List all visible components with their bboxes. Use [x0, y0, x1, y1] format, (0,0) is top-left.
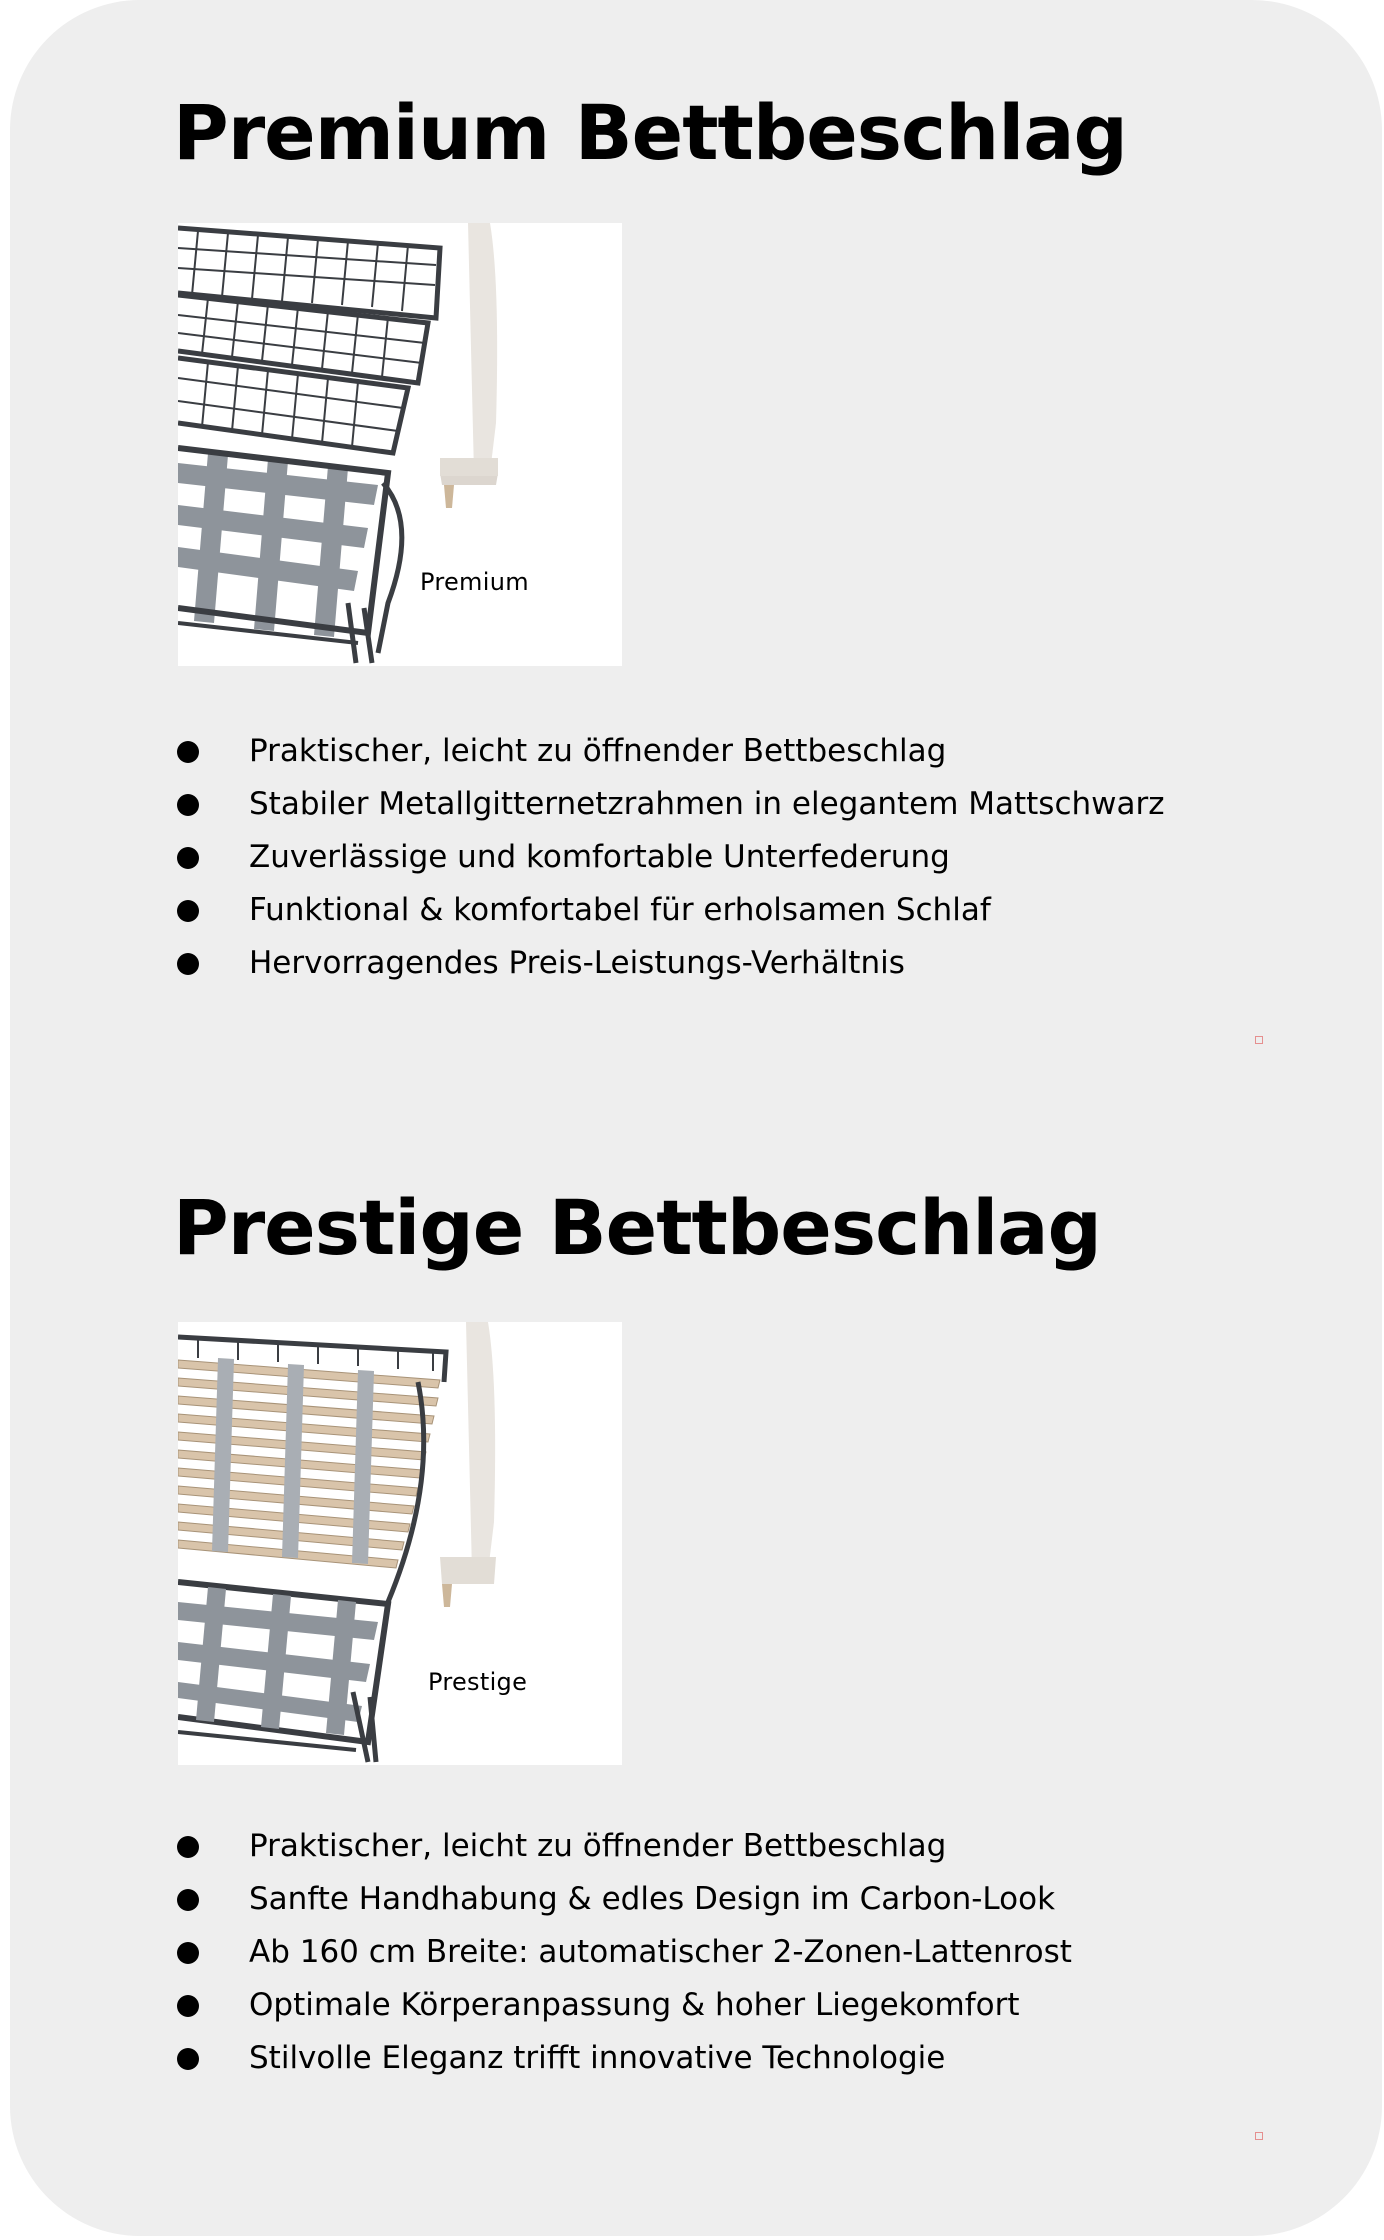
bed-frame-slatted-illustration [178, 1322, 622, 1765]
bullet-icon [177, 1836, 199, 1858]
feature-item: Zuverlässige und komfortable Unterfederung [173, 831, 1165, 884]
bullet-icon [177, 1942, 199, 1964]
feature-item: Praktischer, leicht zu öffnender Bettbeschlag [173, 725, 1165, 778]
feature-item: Stabiler Metallgitternetzrahmen in elegantem Mattschwarz [173, 778, 1165, 831]
bullet-icon [177, 1889, 199, 1911]
anchor-marker-icon [1255, 1036, 1263, 1044]
feature-item: Praktischer, leicht zu öffnender Bettbeschlag [173, 1820, 1072, 1873]
bullet-icon [177, 847, 199, 869]
feature-list-prestige [173, 1820, 1072, 2085]
anchor-marker-icon [1255, 2132, 1263, 2140]
section-title-prestige: Prestige Bettbeschlag [173, 1183, 1101, 1272]
bullet-icon [177, 953, 199, 975]
bed-frame-mesh-illustration [178, 223, 622, 666]
feature-item: Hervorragendes Preis-Leistungs-Verhältnis [173, 937, 1165, 990]
image-label-prestige: Prestige [428, 1668, 528, 1696]
feature-item: Stilvolle Eleganz trifft innovative Technologie [173, 2032, 1072, 2085]
section-title-premium: Premium Bettbeschlag [173, 88, 1127, 177]
content-card [10, 0, 1382, 2236]
bullet-icon [177, 741, 199, 763]
bullet-icon [177, 900, 199, 922]
feature-item: Optimale Körperanpassung & hoher Liegekomfort [173, 1979, 1072, 2032]
bullet-icon [177, 2048, 199, 2070]
feature-list-premium [173, 725, 1165, 990]
feature-item: Ab 160 cm Breite: automatischer 2-Zonen-Lattenrost [173, 1926, 1072, 1979]
bullet-icon [177, 794, 199, 816]
feature-item: Sanfte Handhabung & edles Design im Carbon-Look [173, 1873, 1072, 1926]
product-image-premium [178, 223, 622, 666]
bullet-icon [177, 1995, 199, 2017]
feature-item: Funktional & komfortabel für erholsamen Schlaf [173, 884, 1165, 937]
product-image-prestige [178, 1322, 622, 1765]
image-label-premium: Premium [420, 568, 529, 596]
